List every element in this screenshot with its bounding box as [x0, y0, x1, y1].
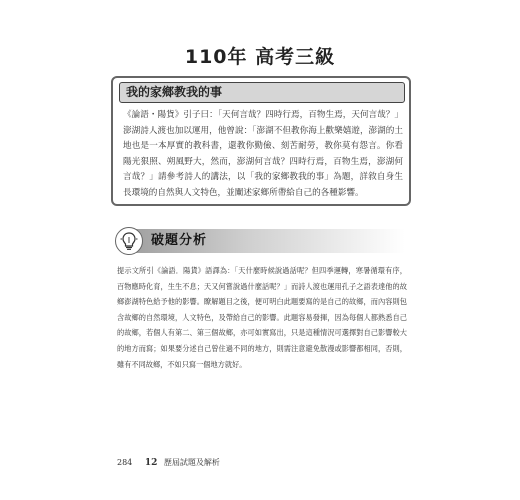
- question-box: [111, 76, 411, 206]
- analysis-banner: [117, 229, 405, 253]
- page-title: 110年 高考三級: [184, 46, 336, 68]
- page-number: 284: [117, 458, 133, 467]
- page-footer: [117, 457, 220, 468]
- lightbulb-icon: [115, 227, 143, 255]
- chapter-number: 12: [144, 458, 158, 468]
- analysis-heading: 破題分析: [151, 233, 208, 248]
- question-body: 《論語・陽貨》引子曰：「天何言哉？四時行焉，百物生焉，天何言哉？」澎湖詩人渡也加以運用，他曾說：「澎湖不但教你海上歡樂嬉遊，澎湖的土地也是一本厚實的教科書，還教你勤儉、刻苦耐勞，教你莫有怨言。你看陽光狠照、朔風野大，然而，澎湖何言哉？四時行焉，百物生焉，澎湖何言哉？」請參考詩人的講法，以「我的家鄉教我的事」為題，詳敘自身生長環境的自然與人文特色，並闡述家鄉所帶給自己的各種影響。: [123, 110, 403, 198]
- chapter-title: 歷屆試題及解析: [163, 458, 220, 467]
- question-heading: 我的家鄉教我的事: [119, 82, 405, 103]
- analysis-body: 提示文所引《論語．陽貨》語譯為：「天什麼時候說過話呢？但四季運轉，寒暑循環有序，百物應時化育，生生不息；天又何嘗說過什麼話呢？」而詩人渡也運用孔子之語表達他的故鄉澎湖特色給予他的影響。瞭解題目之後，便可明白此題要寫的是自己的故鄉，而內容則包含故鄉的自然環境，人文特色，及帶給自己的影響。此題容易發揮，因為每個人都熟悉自己的故鄉，若個人有第二、第三個故鄉，亦可如實寫出，只是這種情況可選擇對自己影響較大的地方而寫；如果要分述自己曾住過不同的地方，則需注意避免散漫或影響都相同，否則，雖有不同故鄉，不如只寫一個地方就好。: [117, 266, 407, 369]
